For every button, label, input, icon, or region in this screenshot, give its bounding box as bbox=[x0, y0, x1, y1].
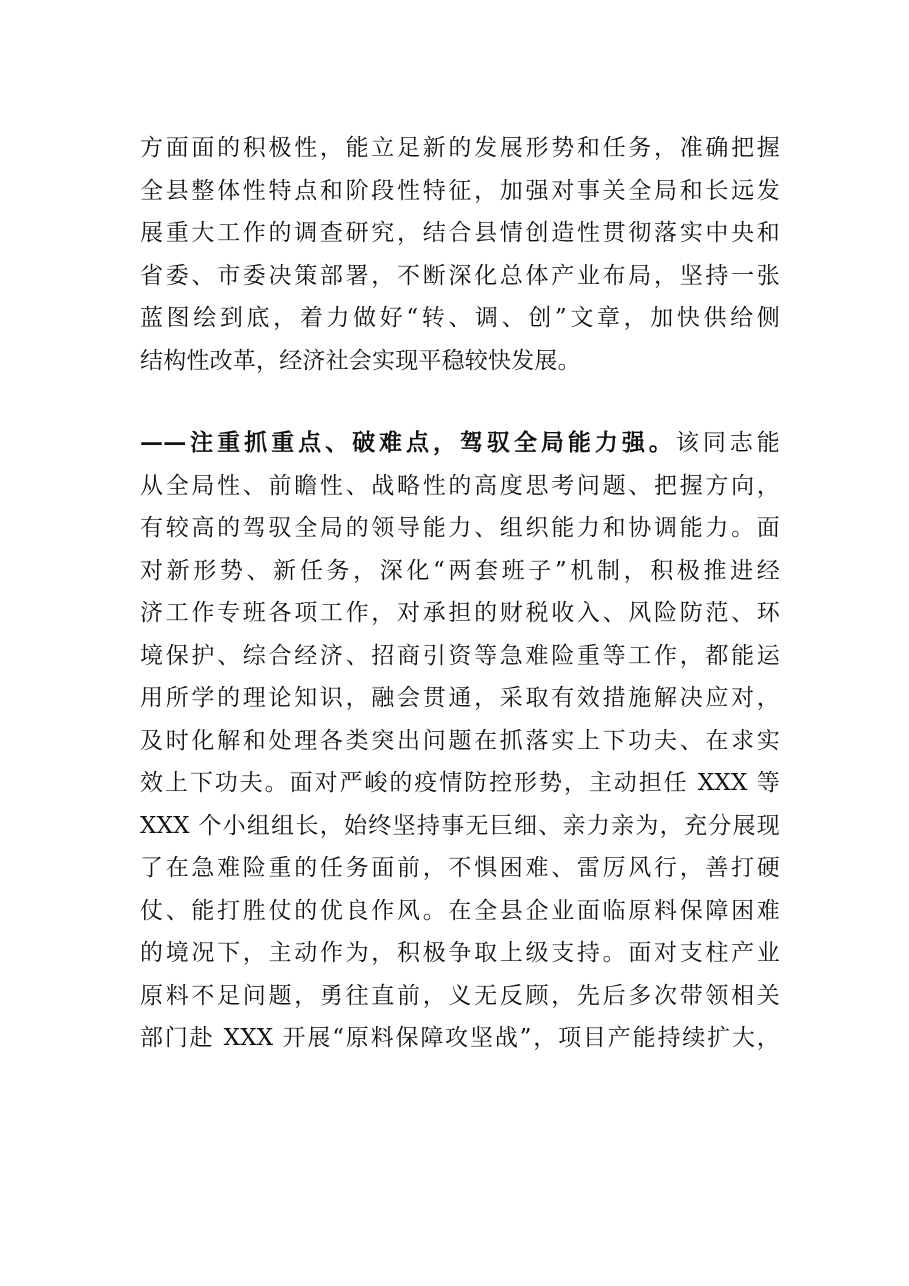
paragraph-line: 方面面的积极性，能立足新的发展形势和任务，准确把握 bbox=[140, 135, 780, 161]
paragraph-line: 用所学的理论知识，融会贯通，采取有效措施解决应对， bbox=[140, 685, 780, 711]
paragraph-line: 从全局性、前瞻性、战略性的高度思考问题、把握方向， bbox=[140, 472, 780, 499]
paragraph-line: 原料不足问题，勇往直前，义无反顾，先后多次带领相关 bbox=[140, 982, 780, 1009]
paragraph-line: 济工作专班各项工作，对承担的财税收入、风险防范、环 bbox=[140, 600, 780, 626]
paragraph-line: 展重大工作的调查研究，结合县情创造性贯彻落实中央和 bbox=[140, 220, 780, 246]
section-heading: ——注重抓重点、破难点，驾驭全局能力强。 bbox=[140, 429, 676, 456]
heading-continuation: 该同志能 bbox=[675, 430, 780, 456]
paragraph-line: 仗、能打胜仗的优良作风。在全县企业面临原料保障困难 bbox=[140, 897, 780, 924]
paragraph-political-performance bbox=[140, 127, 780, 382]
paragraph-line: 省委、市委决策部署，不断深化总体产业布局，坚持一张 bbox=[140, 262, 780, 289]
paragraph-line: 全县整体性特点和阶段性特征，加强对事关全局和长远发 bbox=[140, 177, 780, 204]
paragraph-line: 及时化解和处理各类突出问题在抓落实上下功夫、在求实 bbox=[140, 727, 780, 754]
paragraph-overall-control bbox=[140, 422, 780, 1060]
paragraph-line: 结构性改革，经济社会实现平稳较快发展。 bbox=[140, 347, 581, 374]
paragraph-line: 了在急难险重的任务面前，不惧困难、雷厉风行，善打硬 bbox=[140, 855, 780, 881]
paragraph-line: XXX 个小组组长，始终坚持事无巨细、亲力亲为，充分展现 bbox=[140, 812, 780, 839]
paragraph-line: 对新形势、新任务，深化“两套班子”机制，积极推进经 bbox=[140, 557, 780, 584]
paragraph-line: 蓝图绘到底，着力做好“转、调、创”文章，加快供给侧 bbox=[140, 305, 780, 331]
paragraph-line: 境保护、综合经济、招商引资等急难险重等工作，都能运 bbox=[140, 642, 780, 669]
paragraph-line: 的境况下，主动作为，积极争取上级支持。面对支柱产业 bbox=[140, 940, 780, 966]
paragraph-line: 部门赴 XXX 开展“原料保障攻坚战”，项目产能持续扩大， bbox=[140, 1025, 780, 1051]
paragraph-line: 有较高的驾驭全局的领导能力、组织能力和协调能力。面 bbox=[140, 515, 780, 541]
paragraph-first-line bbox=[140, 422, 780, 465]
paragraph-line: 效上下功夫。面对严峻的疫情防控形势，主动担任 XXX 等 bbox=[140, 770, 780, 796]
